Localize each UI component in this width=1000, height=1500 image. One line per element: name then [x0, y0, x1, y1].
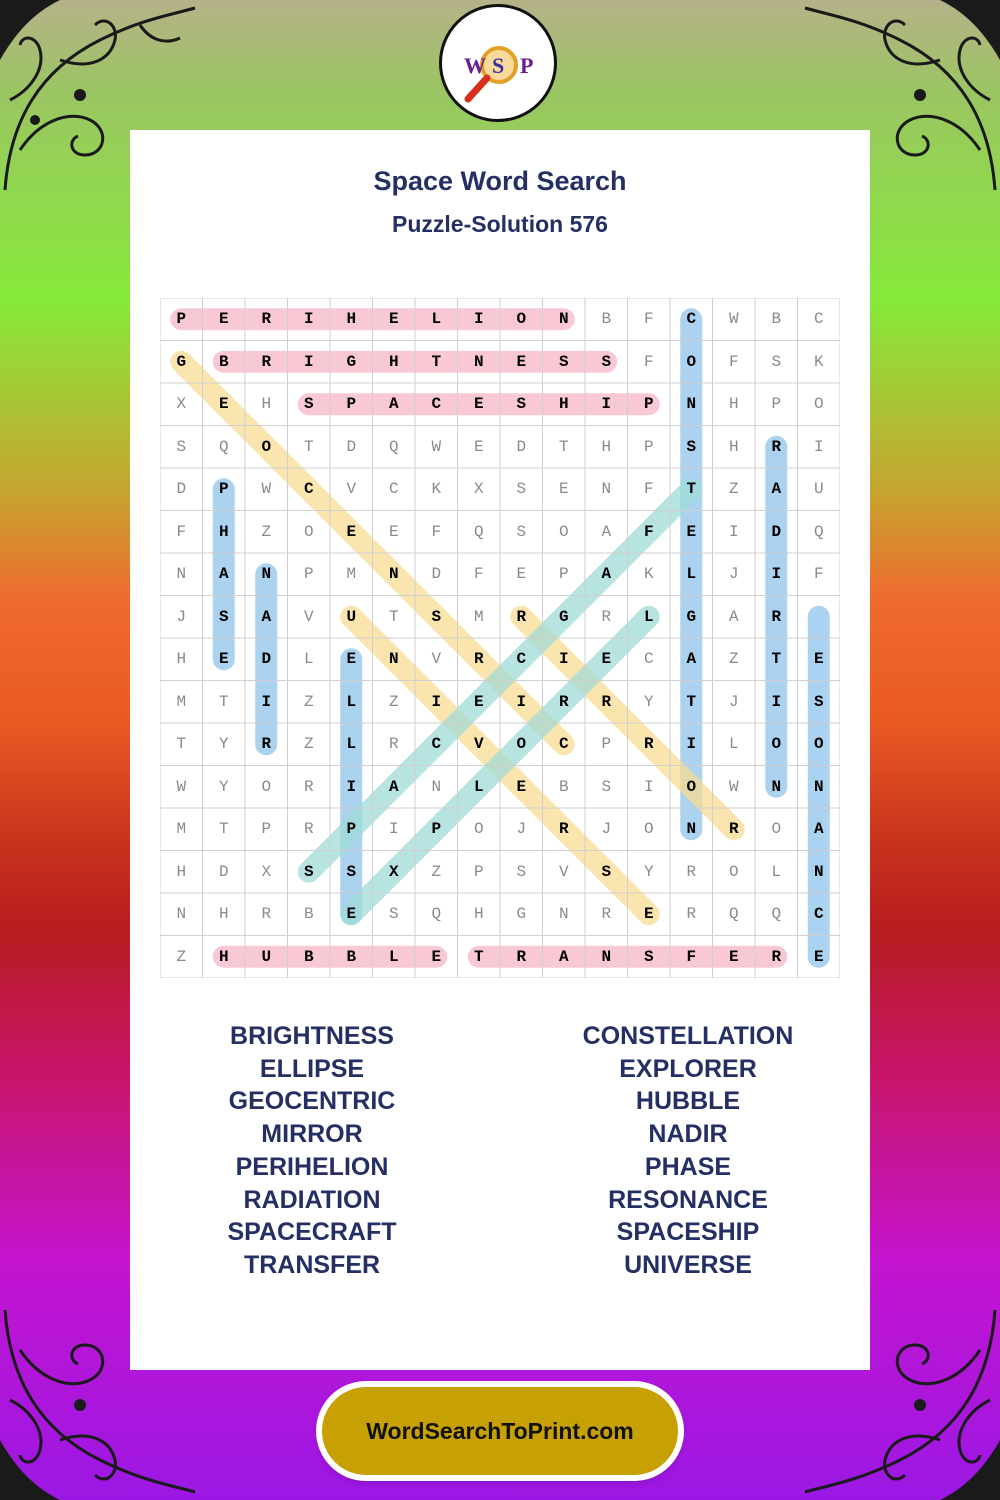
word-list-item: PHASE: [644, 1152, 732, 1181]
grid-cell[interactable]: S: [303, 395, 314, 414]
grid-cell[interactable]: W: [176, 777, 187, 796]
word-grid: [160, 298, 840, 978]
grid-cell[interactable]: E: [218, 650, 229, 669]
grid-cell[interactable]: T: [303, 437, 314, 456]
grid-cell[interactable]: K: [431, 480, 442, 499]
grid-cell[interactable]: V: [431, 650, 442, 669]
grid-cell[interactable]: O: [771, 820, 782, 839]
grid-cell[interactable]: V: [558, 862, 569, 881]
grid-cell[interactable]: I: [473, 310, 484, 329]
grid-cell[interactable]: E: [601, 650, 612, 669]
grid-cell[interactable]: C: [388, 480, 399, 499]
puzzle-card: [130, 130, 870, 1370]
grid-cells: [160, 298, 840, 978]
grid-cell[interactable]: E: [516, 352, 527, 371]
grid-cell[interactable]: R: [261, 735, 272, 754]
word-list-item: RESONANCE: [608, 1185, 768, 1214]
grid-cell[interactable]: C: [813, 310, 824, 329]
grid-cell[interactable]: T: [558, 437, 569, 456]
grid-cell[interactable]: I: [813, 437, 824, 456]
word-list-item: UNIVERSE: [624, 1250, 752, 1279]
grid-cell[interactable]: T: [218, 820, 229, 839]
grid-cell[interactable]: Q: [728, 905, 739, 924]
grid-cell[interactable]: B: [303, 947, 314, 966]
grid-cell[interactable]: T: [176, 735, 187, 754]
site-url[interactable]: WordSearchToPrint.com: [366, 1417, 634, 1444]
grid-cell[interactable]: S: [601, 777, 612, 796]
grid-cell[interactable]: R: [516, 947, 527, 966]
grid-cell[interactable]: S: [388, 905, 399, 924]
grid-cell[interactable]: A: [728, 607, 739, 626]
grid-cell[interactable]: N: [686, 820, 697, 839]
grid-cell[interactable]: L: [728, 735, 739, 754]
grid-cell[interactable]: N: [388, 650, 399, 669]
grid-cell[interactable]: L: [771, 862, 782, 881]
grid-cell[interactable]: E: [686, 522, 697, 541]
grid-cell[interactable]: Y: [218, 777, 229, 796]
grid-cell[interactable]: E: [346, 522, 357, 541]
grid-cell[interactable]: A: [686, 650, 697, 669]
word-list-item: CONSTELLATION: [582, 1022, 794, 1050]
grid-cell[interactable]: M: [346, 565, 357, 584]
grid-cell[interactable]: F: [813, 565, 824, 584]
grid-cell[interactable]: L: [346, 692, 357, 711]
grid-cell[interactable]: X: [261, 862, 272, 881]
grid-cell[interactable]: H: [473, 905, 484, 924]
grid-cell[interactable]: L: [388, 947, 399, 966]
grid-cell[interactable]: O: [771, 735, 782, 754]
grid-cell[interactable]: N: [473, 352, 484, 371]
grid-cell[interactable]: Z: [261, 522, 272, 541]
grid-cell[interactable]: B: [771, 310, 782, 329]
grid-cell[interactable]: I: [261, 692, 272, 711]
grid-cell[interactable]: M: [176, 692, 187, 711]
grid-cell[interactable]: J: [728, 692, 739, 711]
grid-cell[interactable]: P: [346, 395, 357, 414]
grid-cell[interactable]: H: [218, 522, 229, 541]
grid-cell[interactable]: C: [516, 650, 527, 669]
grid-cell[interactable]: E: [813, 650, 824, 669]
grid-cell[interactable]: P: [473, 862, 484, 881]
grid-cell[interactable]: E: [473, 437, 484, 456]
grid-cell[interactable]: F: [643, 522, 654, 541]
grid-cell[interactable]: N: [176, 565, 187, 584]
grid-cell[interactable]: Z: [388, 692, 399, 711]
grid-cell[interactable]: D: [176, 480, 187, 499]
grid-cell[interactable]: G: [686, 607, 697, 626]
grid-cell[interactable]: Z: [176, 947, 187, 966]
grid-cell[interactable]: Z: [303, 735, 314, 754]
grid-cell[interactable]: N: [558, 905, 569, 924]
grid-cell[interactable]: L: [473, 777, 484, 796]
grid-cell[interactable]: O: [261, 437, 272, 456]
grid-cell[interactable]: L: [303, 650, 314, 669]
grid-cell[interactable]: X: [176, 395, 187, 414]
grid-cell[interactable]: N: [813, 862, 824, 881]
grid-cell[interactable]: A: [771, 480, 782, 499]
grid-cell[interactable]: R: [601, 905, 612, 924]
grid-cell[interactable]: J: [516, 820, 527, 839]
grid-cell[interactable]: I: [686, 735, 697, 754]
grid-cell[interactable]: P: [218, 480, 229, 499]
grid-cell[interactable]: N: [388, 565, 399, 584]
grid-cell[interactable]: I: [771, 692, 782, 711]
grid-cell[interactable]: O: [261, 777, 272, 796]
word-list-item: RADIATION: [243, 1185, 381, 1214]
grid-cell[interactable]: R: [388, 735, 399, 754]
grid-cell[interactable]: E: [813, 947, 824, 966]
grid-cell[interactable]: G: [516, 905, 527, 924]
grid-cell[interactable]: R: [643, 735, 654, 754]
grid-cell[interactable]: P: [558, 565, 569, 584]
grid-cell[interactable]: R: [261, 310, 272, 329]
grid-cell[interactable]: P: [303, 565, 314, 584]
grid-cell[interactable]: P: [643, 395, 654, 414]
word-list-item: EXPLORER: [619, 1054, 757, 1083]
grid-cell[interactable]: R: [261, 352, 272, 371]
grid-cell[interactable]: Z: [303, 692, 314, 711]
grid-cell[interactable]: S: [643, 947, 654, 966]
grid-cell[interactable]: W: [261, 480, 272, 499]
grid-cell[interactable]: N: [813, 777, 824, 796]
grid-cell[interactable]: R: [303, 777, 314, 796]
grid-cell[interactable]: I: [643, 777, 654, 796]
grid-cell[interactable]: Q: [388, 437, 399, 456]
grid-cell[interactable]: R: [771, 947, 782, 966]
grid-cell[interactable]: I: [346, 777, 357, 796]
grid-cell[interactable]: C: [813, 905, 824, 924]
grid-cell[interactable]: A: [813, 820, 824, 839]
grid-cell[interactable]: I: [431, 692, 442, 711]
grid-cell[interactable]: V: [346, 480, 357, 499]
grid-cell[interactable]: K: [643, 565, 654, 584]
grid-cell[interactable]: E: [473, 692, 484, 711]
grid-cell[interactable]: Y: [643, 692, 654, 711]
grid-cell[interactable]: T: [686, 480, 697, 499]
grid-cell[interactable]: O: [686, 777, 697, 796]
word-list-item: GEOCENTRIC: [228, 1087, 396, 1116]
grid-cell[interactable]: E: [388, 310, 399, 329]
grid-cell[interactable]: I: [303, 352, 314, 371]
grid-cell[interactable]: A: [388, 777, 399, 796]
grid-cell[interactable]: F: [686, 947, 697, 966]
grid-cell[interactable]: O: [813, 395, 824, 414]
grid-cell[interactable]: A: [261, 607, 272, 626]
grid-cell[interactable]: O: [516, 310, 527, 329]
grid-cell[interactable]: C: [431, 735, 442, 754]
grid-cell[interactable]: S: [516, 395, 527, 414]
grid-cell[interactable]: B: [218, 352, 229, 371]
grid-cell[interactable]: N: [558, 310, 569, 329]
grid-cell[interactable]: A: [558, 947, 569, 966]
grid-cell[interactable]: Z: [431, 862, 442, 881]
grid-cell[interactable]: Q: [813, 522, 824, 541]
grid-cell[interactable]: S: [303, 862, 314, 881]
grid-cell[interactable]: P: [346, 820, 357, 839]
grid-cell[interactable]: H: [176, 650, 187, 669]
grid-cell[interactable]: L: [686, 565, 697, 584]
word-list-item: SPACECRAFT: [227, 1218, 397, 1247]
grid-cell[interactable]: R: [303, 820, 314, 839]
grid-cell[interactable]: F: [643, 310, 654, 329]
grid-cell[interactable]: R: [686, 862, 697, 881]
grid-cell[interactable]: D: [346, 437, 357, 456]
grid-cell[interactable]: H: [728, 437, 739, 456]
word-list-item: SPACESHIP: [616, 1218, 760, 1247]
grid-cell[interactable]: A: [601, 522, 612, 541]
logo-letter-w: W: [464, 53, 486, 78]
page-subtitle: Puzzle-Solution 576: [392, 211, 608, 237]
grid-cell[interactable]: S: [558, 352, 569, 371]
grid-cell[interactable]: T: [218, 692, 229, 711]
grid-cell[interactable]: E: [346, 650, 357, 669]
word-list-item: NADIR: [648, 1120, 728, 1149]
grid-cell[interactable]: C: [303, 480, 314, 499]
grid-cell[interactable]: F: [643, 480, 654, 499]
grid-cell[interactable]: R: [771, 607, 782, 626]
grid-cell[interactable]: I: [728, 522, 739, 541]
grid-cell[interactable]: Z: [728, 650, 739, 669]
grid-cell[interactable]: N: [431, 777, 442, 796]
grid-cell[interactable]: [798, 596, 841, 639]
grid-cell[interactable]: B: [558, 777, 569, 796]
grid-cell[interactable]: I: [558, 650, 569, 669]
grid-cell[interactable]: V: [473, 735, 484, 754]
grid-cell[interactable]: F: [431, 522, 442, 541]
grid-cell[interactable]: R: [473, 650, 484, 669]
grid-cell[interactable]: Q: [218, 437, 229, 456]
grid-cell[interactable]: P: [771, 395, 782, 414]
grid-cell[interactable]: E: [516, 565, 527, 584]
word-list-item: PERIHELION: [235, 1152, 389, 1181]
word-list-item: MIRROR: [261, 1120, 363, 1149]
grid-cell[interactable]: S: [516, 480, 527, 499]
grid-cell[interactable]: H: [218, 947, 229, 966]
grid-cell[interactable]: W: [728, 310, 739, 329]
grid-cell[interactable]: G: [176, 352, 187, 371]
grid-cell[interactable]: H: [346, 310, 357, 329]
grid-cell[interactable]: F: [176, 522, 187, 541]
grid-cell[interactable]: H: [176, 862, 187, 881]
grid-cell[interactable]: H: [388, 352, 399, 371]
grid-cell[interactable]: C: [431, 395, 442, 414]
grid-cell[interactable]: L: [431, 310, 442, 329]
grid-cell[interactable]: S: [516, 522, 527, 541]
grid-cell[interactable]: S: [431, 607, 442, 626]
grid-cell[interactable]: P: [431, 820, 442, 839]
grid-cell[interactable]: N: [686, 395, 697, 414]
grid-cell[interactable]: Y: [643, 862, 654, 881]
grid-cell[interactable]: R: [516, 607, 527, 626]
grid-cell[interactable]: T: [686, 692, 697, 711]
grid-cell[interactable]: W: [431, 437, 442, 456]
grid-cell[interactable]: D: [218, 862, 229, 881]
grid-cell[interactable]: O: [728, 862, 739, 881]
grid-cell[interactable]: L: [643, 607, 654, 626]
grid-cell[interactable]: O: [558, 522, 569, 541]
grid-cell[interactable]: T: [473, 947, 484, 966]
grid-cell[interactable]: U: [261, 947, 272, 966]
grid-cell[interactable]: L: [346, 735, 357, 754]
grid-cell[interactable]: A: [601, 565, 612, 584]
grid-cell[interactable]: W: [728, 777, 739, 796]
grid-cell[interactable]: E: [558, 480, 569, 499]
grid-cell[interactable]: E: [388, 522, 399, 541]
grid-cell[interactable]: S: [516, 862, 527, 881]
grid-cell[interactable]: C: [686, 310, 697, 329]
page-title: Space Word Search: [373, 166, 627, 196]
grid-cell[interactable]: O: [813, 735, 824, 754]
grid-cell[interactable]: N: [601, 947, 612, 966]
grid-cell[interactable]: M: [176, 820, 187, 839]
grid-cell[interactable]: I: [601, 395, 612, 414]
grid-cell[interactable]: R: [601, 607, 612, 626]
grid-cell[interactable]: F: [643, 352, 654, 371]
grid-cell[interactable]: X: [473, 480, 484, 499]
grid-cell[interactable]: P: [643, 437, 654, 456]
grid-cell[interactable]: R: [686, 905, 697, 924]
grid-cell[interactable]: J: [176, 607, 187, 626]
grid-cell[interactable]: S: [346, 862, 357, 881]
grid-cell[interactable]: H: [728, 395, 739, 414]
grid-cell[interactable]: E: [346, 905, 357, 924]
grid-cell[interactable]: O: [643, 820, 654, 839]
grid-cell[interactable]: R: [601, 692, 612, 711]
grid-cell[interactable]: J: [601, 820, 612, 839]
logo-letter-s: S: [492, 53, 505, 78]
grid-cell[interactable]: J: [728, 565, 739, 584]
grid-cell[interactable]: N: [601, 480, 612, 499]
grid-cell[interactable]: S: [771, 352, 782, 371]
grid-cell[interactable]: S: [813, 692, 824, 711]
grid-cell[interactable]: D: [431, 565, 442, 584]
grid-cell[interactable]: T: [431, 352, 442, 371]
grid-cell[interactable]: R: [261, 905, 272, 924]
grid-cell[interactable]: E: [431, 947, 442, 966]
word-list-item: ELLIPSE: [259, 1054, 365, 1083]
grid-cell[interactable]: X: [388, 862, 399, 881]
grid-cell[interactable]: E: [218, 310, 229, 329]
grid-cell[interactable]: Q: [771, 905, 782, 924]
grid-cell[interactable]: E: [218, 395, 229, 414]
grid-cell[interactable]: R: [558, 692, 569, 711]
grid-cell[interactable]: S: [176, 437, 187, 456]
grid-cell[interactable]: O: [303, 522, 314, 541]
grid-cell[interactable]: E: [643, 905, 654, 924]
grid-cell[interactable]: I: [771, 565, 782, 584]
grid-cell[interactable]: S: [686, 437, 697, 456]
grid-cell[interactable]: I: [388, 820, 399, 839]
grid-cell[interactable]: C: [558, 735, 569, 754]
grid-cell[interactable]: S: [601, 352, 612, 371]
grid-cell[interactable]: A: [218, 565, 229, 584]
word-list-item: TRANSFER: [243, 1250, 381, 1279]
grid-cell[interactable]: P: [261, 820, 272, 839]
grid-cell[interactable]: I: [516, 692, 527, 711]
grid-cell[interactable]: E: [728, 947, 739, 966]
word-list-left-column: [162, 1020, 462, 1282]
grid-cell[interactable]: D: [261, 650, 272, 669]
grid-cell[interactable]: M: [473, 607, 484, 626]
grid-cell[interactable]: V: [303, 607, 314, 626]
grid-cell[interactable]: H: [558, 395, 569, 414]
grid-cell[interactable]: H: [218, 905, 229, 924]
grid-cell[interactable]: B: [303, 905, 314, 924]
grid-cell[interactable]: R: [771, 437, 782, 456]
grid-cell[interactable]: G: [558, 607, 569, 626]
grid-cell[interactable]: I: [303, 310, 314, 329]
grid-cell[interactable]: O: [473, 820, 484, 839]
grid-cell[interactable]: D: [771, 522, 782, 541]
grid-cell[interactable]: F: [473, 565, 484, 584]
grid-cell[interactable]: B: [601, 310, 612, 329]
grid-cell[interactable]: S: [218, 607, 229, 626]
logo-letter-p: P: [520, 53, 534, 78]
wsp-logo: [439, 4, 557, 122]
grid-cell[interactable]: Q: [473, 522, 484, 541]
grid-cell[interactable]: Y: [218, 735, 229, 754]
grid-cell[interactable]: F: [728, 352, 739, 371]
grid-cell[interactable]: P: [601, 735, 612, 754]
grid-cell[interactable]: H: [261, 395, 272, 414]
word-list-right-column: [538, 1020, 838, 1282]
grid-cell[interactable]: E: [473, 395, 484, 414]
grid-cell[interactable]: G: [346, 352, 357, 371]
grid-cell[interactable]: U: [813, 480, 824, 499]
word-list-item: BRIGHTNESS: [230, 1022, 394, 1050]
grid-cell[interactable]: Z: [728, 480, 739, 499]
grid-cell[interactable]: O: [686, 352, 697, 371]
grid-cell[interactable]: N: [261, 565, 272, 584]
grid-cell[interactable]: O: [516, 735, 527, 754]
grid-cell[interactable]: R: [728, 820, 739, 839]
grid-cell[interactable]: Q: [431, 905, 442, 924]
grid-cell[interactable]: T: [771, 650, 782, 669]
grid-cell[interactable]: N: [771, 777, 782, 796]
grid-cell[interactable]: A: [388, 395, 399, 414]
grid-cell[interactable]: C: [643, 650, 654, 669]
grid-cell[interactable]: T: [388, 607, 399, 626]
grid-cell[interactable]: P: [176, 310, 187, 329]
grid-cell[interactable]: B: [346, 947, 357, 966]
grid-cell[interactable]: H: [601, 437, 612, 456]
grid-cell[interactable]: S: [601, 862, 612, 881]
grid-cell[interactable]: E: [516, 777, 527, 796]
grid-cell[interactable]: U: [346, 607, 357, 626]
word-list-item: HUBBLE: [635, 1087, 741, 1116]
site-banner[interactable]: [322, 1387, 678, 1475]
grid-cell[interactable]: K: [813, 352, 824, 371]
grid-cell[interactable]: D: [516, 437, 527, 456]
grid-cell[interactable]: R: [558, 820, 569, 839]
grid-cell[interactable]: N: [176, 905, 187, 924]
